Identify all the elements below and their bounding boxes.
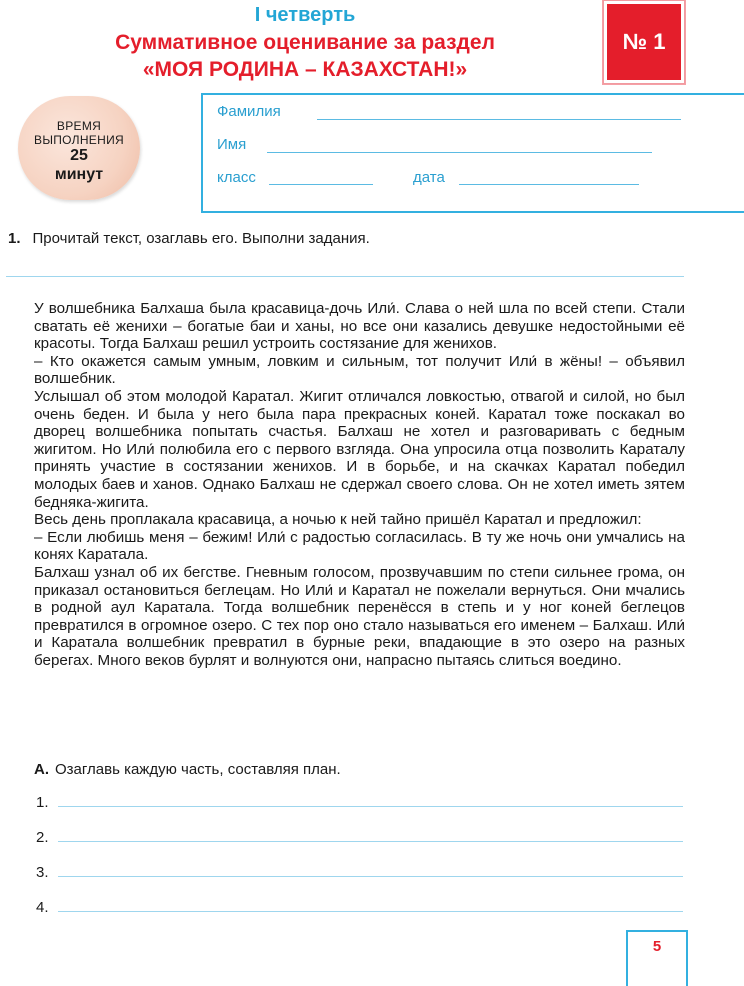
story-paragraph: – Если любишь меня – бежим! Или́ с радостью согласилась. В ту же ночь они умчались на конях Каратала.: [34, 528, 685, 564]
story-paragraph: – Кто окажется самым умным, ловким и сильным, тот получит Или́ в жёны! – объявил волшебник.: [34, 352, 685, 388]
task-a: [34, 761, 341, 778]
plan-item-number: 2.: [36, 829, 49, 846]
story-paragraph: Балхаш узнал об их бегстве. Гневным голосом, прозвучавшим по степи сильнее грома, он приказал остановиться беглецам. Но Или́ и Каратал не пожелали вернуться. Они мчались в родной аул Каратала. Тогда волшебник перенёсся в степь и у ног коней беглецов превратился в огромное озеро. С тех пор оно стало называться его именем – Балхаш. Или́ и Каратала волшебник превратил в бурные реки, впадающие в это озеро на разных берегах. Много веков бурлят и волнуются они, напрасно пытаясь слиться воедино.: [34, 563, 685, 669]
task-a-letter: А.: [34, 761, 49, 778]
plan-item-number: 4.: [36, 899, 49, 916]
task-a-text: Озаглавь каждую часть, составляя план.: [55, 761, 341, 778]
story-paragraph: Весь день проплакала красавица, а ночью к ней тайно пришёл Каратал и предложил:: [34, 511, 642, 529]
task-1-text: Прочитай текст, озаглавь его. Выполни задания.: [32, 230, 370, 247]
name-label: Имя: [217, 136, 247, 153]
plan-answer-line[interactable]: [58, 806, 683, 807]
duration-value: 25: [70, 147, 88, 164]
assessment-title: Суммативное оценивание за раздел: [115, 31, 495, 54]
story-paragraph: Услышал об этом молодой Каратал. Жигит отличался ловкостью, отвагой и силой, но был очень беден. И была у него была пара прекрасных коней. Каратал тоже поскакал во дворец волшебника попытать счастья. Балхаш не хотел и разговаривать с бедным жигитом. Но Или́ полюбила его с первого взгляда. Она упросила отца позволить Караталу принять участие в состязании женихов. И в борьбе, и на скачках Каратал победил молодых баев и ханов. Однако Балхаш не сдержал своего слова. Он не хотел иметь зятем бедняка-жигита.: [34, 387, 685, 511]
page-number-box: [626, 930, 688, 986]
surname-field[interactable]: [317, 119, 681, 120]
surname-label: Фамилия: [217, 103, 281, 120]
duration-label-line1: ВРЕМЯ: [56, 119, 102, 133]
section-title: «МОЯ РОДИНА – КАЗАХСТАН!»: [142, 58, 468, 81]
page-number: 5: [652, 938, 662, 955]
student-info-form: [201, 93, 744, 213]
title-answer-line[interactable]: [6, 276, 684, 277]
name-field[interactable]: [267, 152, 652, 153]
plan-answer-line[interactable]: [58, 876, 683, 877]
task-1-number: 1.: [8, 230, 21, 247]
assessment-number-badge: [603, 0, 685, 84]
class-label: класс: [217, 169, 256, 186]
duration-badge: [18, 96, 140, 200]
plan-item-number: 3.: [36, 864, 49, 881]
class-field[interactable]: [269, 184, 373, 185]
duration-unit: минут: [54, 166, 104, 183]
plan-answer-line[interactable]: [58, 911, 683, 912]
story-text: [34, 300, 685, 669]
plan-answer-line[interactable]: [58, 841, 683, 842]
assessment-number: № 1: [622, 29, 666, 54]
story-paragraph: У волшебника Балхаша была красавица-дочь Или́. Слава о ней шла по всей степи. Стали сватать её женихи – богатые баи и ханы, но все они казались девушке недостойными её красоты. Тогда Балхаш решил устроить состязание для женихов.: [34, 300, 685, 353]
plan-item-number: 1.: [36, 794, 49, 811]
date-label: дата: [413, 169, 445, 186]
date-field[interactable]: [459, 184, 639, 185]
duration-label-line2: ВЫПОЛНЕНИЯ: [34, 133, 124, 147]
task-1: [8, 230, 370, 247]
quarter-title: I четверть: [254, 4, 356, 26]
